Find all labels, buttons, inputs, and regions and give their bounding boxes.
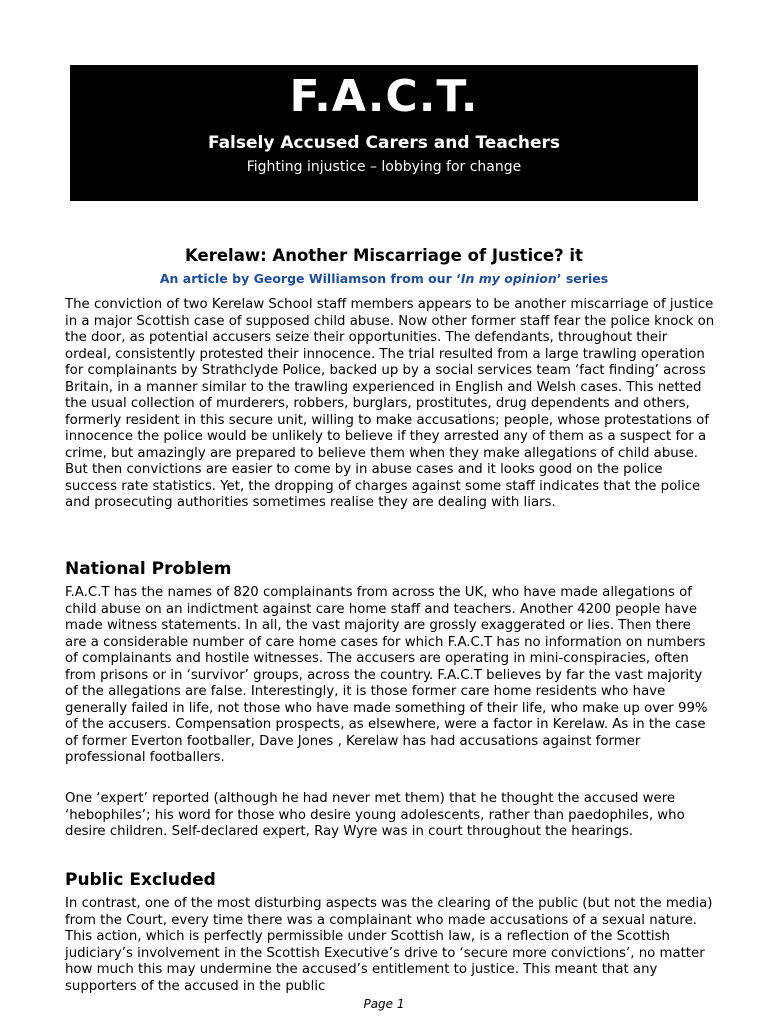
intro-paragraph: The conviction of two Kerelaw School staff members appears to be another miscarriage of justice in a major Scottish case of supposed child abuse. Now other former staff fear the police knock on the door, as potential accusers seize their opportunities. The defendants, throughout their ordeal, consistently protested their innocence. The trial resulted from a large trawling operation for complainants by Strathclyde Police, backed up by a social services team ‘fact finding’ across Britain, in a manner similar to the trawling experienced in English and Welsh cases. This netted the usual collection of murderers, robbers, burglars, prostitutes, drug dependents and others, formerly resident in this secure unit, willing to make accusations; people, whose protestations of innocence the police would be unlikely to believe if they arrested any of them as a suspect for a crime, but amazingly are prepared to believe them when they make allegations of child abuse. But then convictions are easier to come by in abuse cases and it looks good on the police success rate statistics. Yet, the dropping of charges against some staff indicates that the police and prosecuting authorities sometimes realise they are dealing with liars. [65, 297, 715, 510]
byline-prefix: An article by George Williamson from our ‘ [159, 271, 461, 286]
national-problem-paragraph-1: F.A.C.T has the names of 820 complainants from across the UK, who have made allegations of child abuse on an indictment against care home staff and teachers. Another 4200 people have made witness statements. In all, the vast majority are grossly exaggerated or lies. Then there are a considerable number of care home cases for which F.A.C.T has no information on numbers of complainants and hostile witnesses. The accusers are operating in mini-conspiracies, often from prisons or in ‘survivor’ groups, across the country. F.A.C.T believes by far the vast majority of the allegations are false. Interestingly, it is those former care home residents who have generally failed in life, not those who have made something of their life, who make up over 99% of the accusers. Compensation prospects, as elsewhere, were a factor in Kerelaw. As in the case of former Everton footballer, Dave Jones , Kerelaw has had accusations against former professional footballers. [65, 585, 708, 765]
public-excluded-paragraph-1: In contrast, one of the most disturbing aspects was the clearing of the public (but not the media) from the Court, every time there was a complainant who made accusations of a sexual nature. This action, which is perfectly permissible under Scottish law, is a reflection of the Scottish judiciary’s involvement in the Scottish Executive’s drive to ‘secure more convictions’, no matter how much this may undermine the accused’s entitlement to justice. This meant that any supporters of the accused in the public [65, 896, 713, 994]
header-banner [70, 65, 698, 201]
section-heading-public-excluded: Public Excluded [65, 870, 216, 890]
byline-suffix: ’ series [556, 271, 609, 286]
national-problem-paragraph-2: One ‘expert’ reported (although he had never met them) that he thought the accused were ‘hebophiles’; his word for those who desire young adolescents, rather than paedophiles, who desire children. Self-declared expert, Ray Wyre was in court throughout the hearings. [65, 791, 685, 839]
organization-tagline: Fighting injustice – lobbying for change [246, 159, 522, 175]
article-byline [0, 271, 768, 286]
section-heading-national-problem: National Problem [65, 559, 232, 579]
byline-series: In my opinion [460, 271, 557, 286]
organization-acronym: F.A.C.T. [289, 71, 479, 122]
page-number: Page 1 [363, 997, 405, 1011]
organization-full-name: Falsely Accused Carers and Teachers [207, 133, 561, 153]
article-title: Kerelaw: Another Miscarriage of Justice? it [185, 246, 583, 265]
